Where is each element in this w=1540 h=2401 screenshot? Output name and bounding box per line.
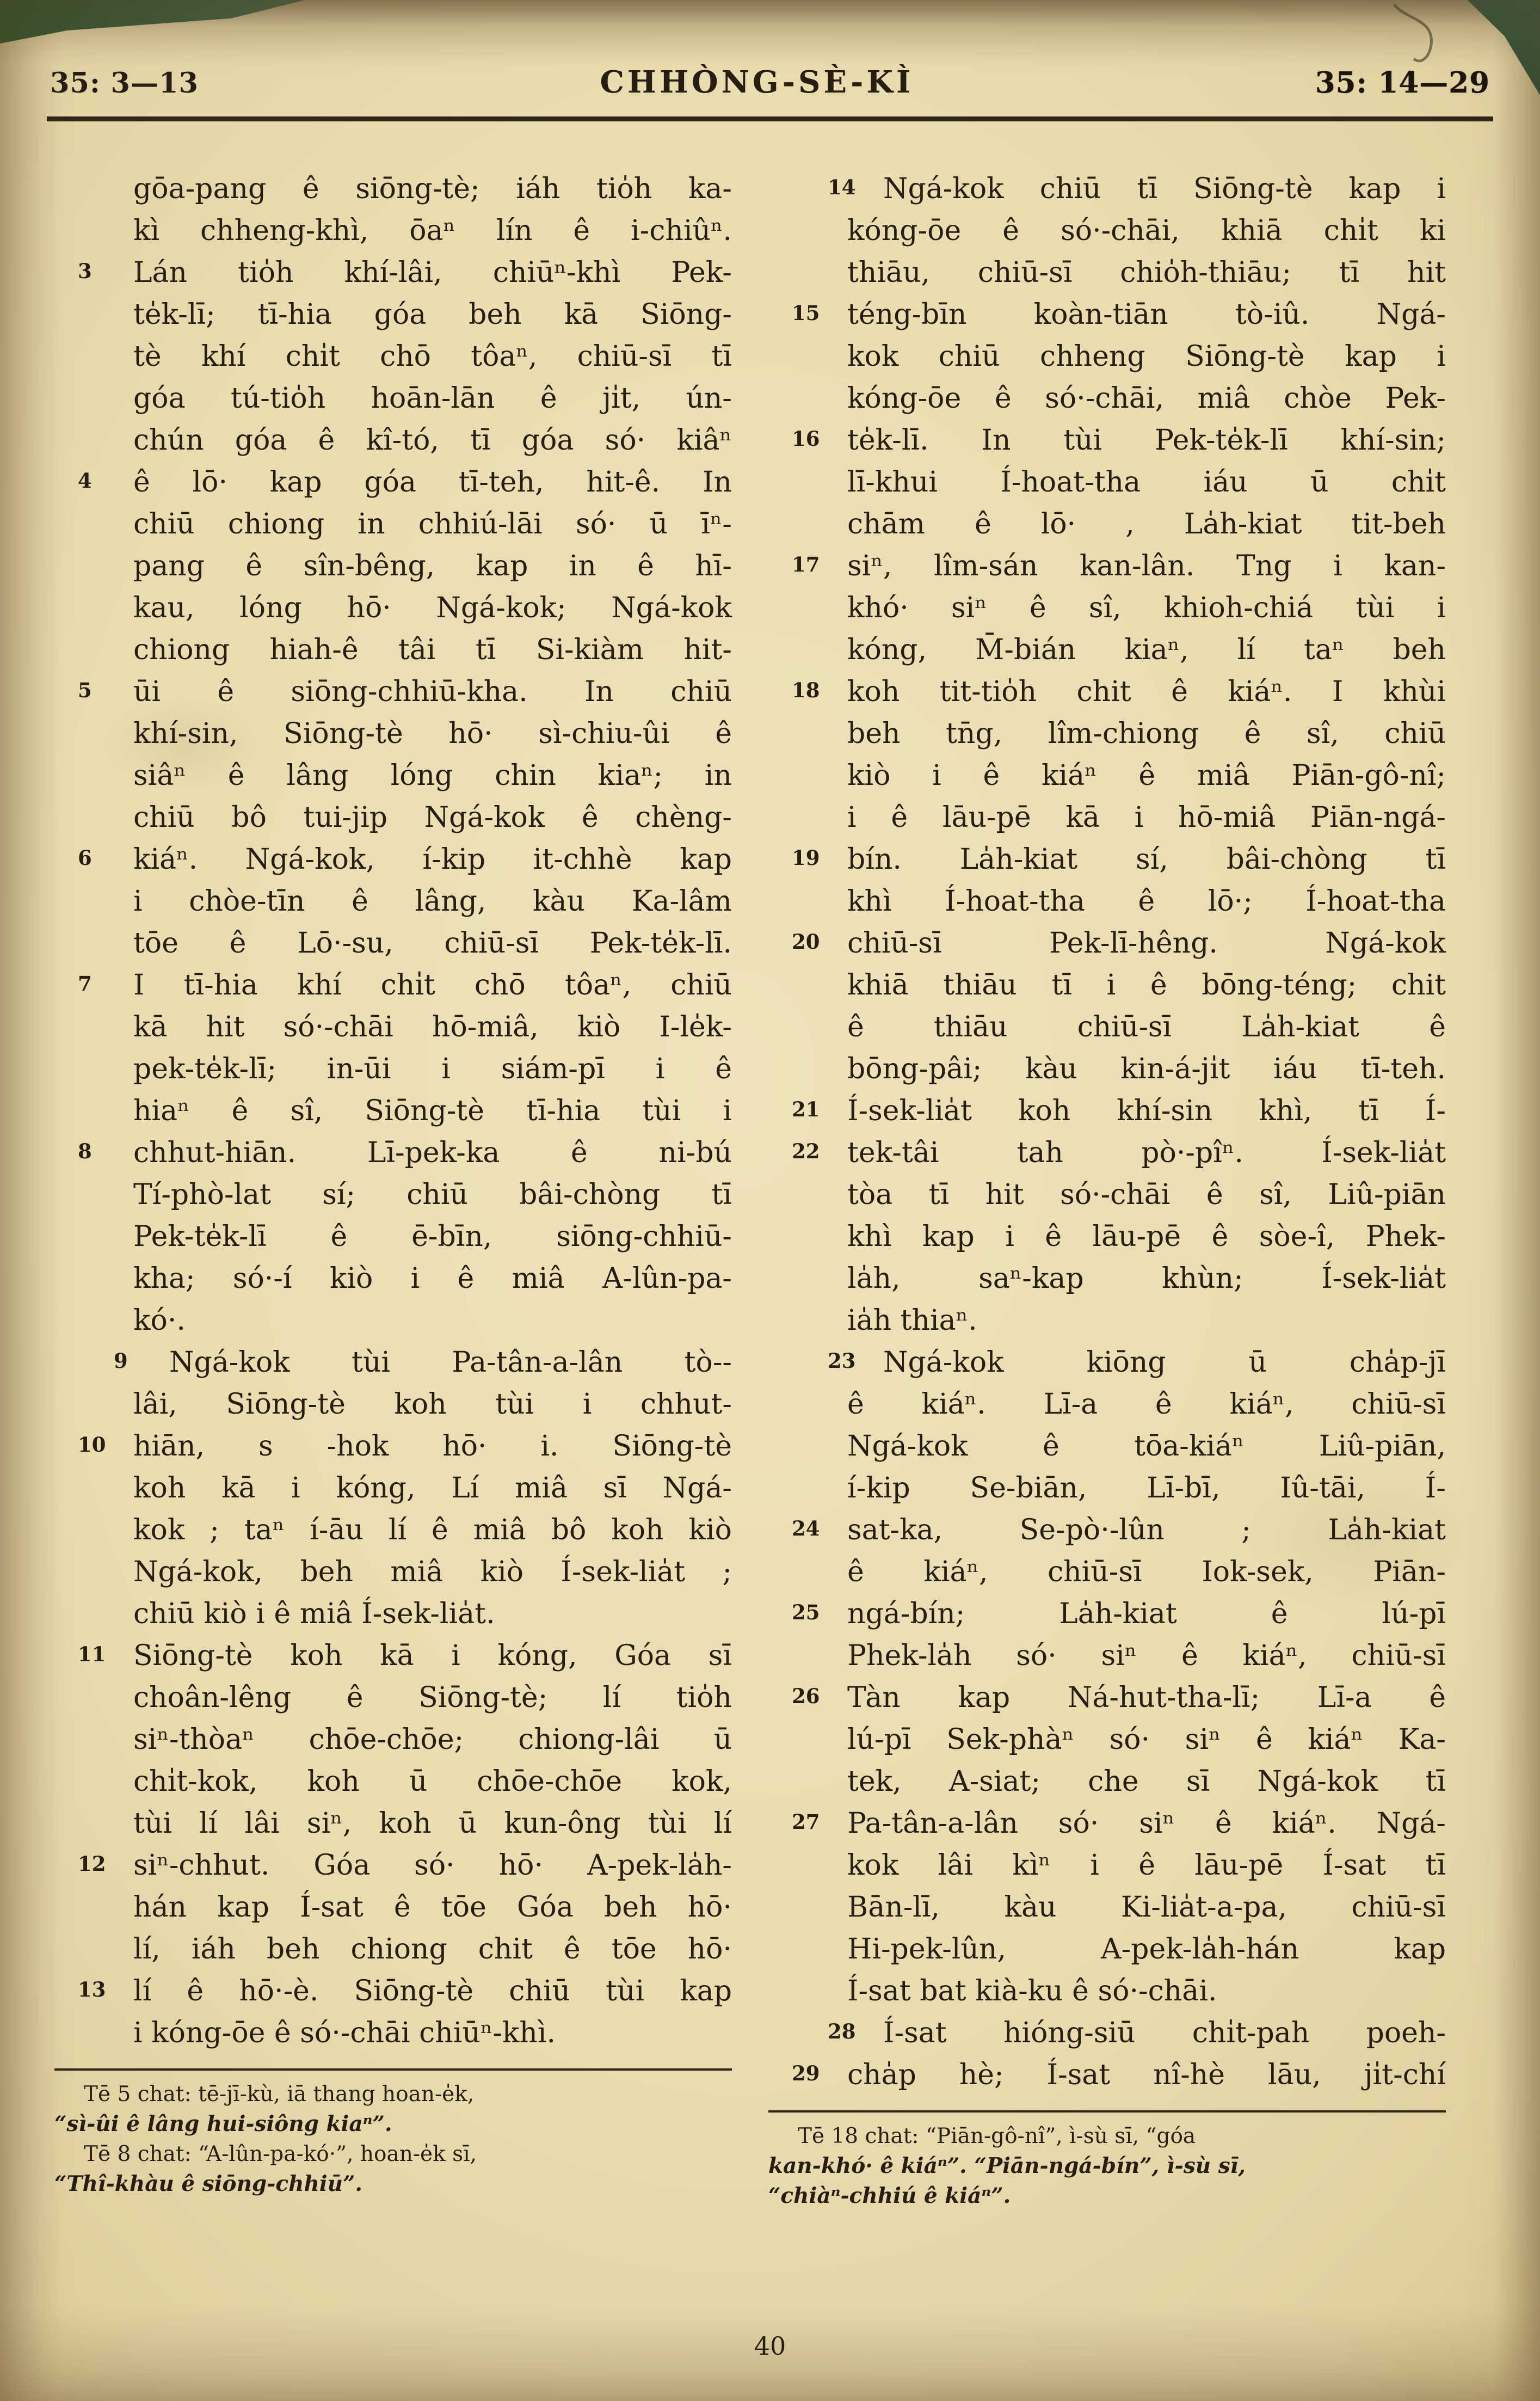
verse-text: koh tit-tio̍h chit ê kiáⁿ. I khùi (847, 676, 1446, 708)
text-line (792, 420, 1446, 462)
verse-text: ê kiáⁿ. Lī-a ê kiáⁿ, chiū-sī (847, 1388, 1446, 1421)
text-line (828, 1342, 1446, 1384)
verse-text: chiū chiong in chhiú-lāi só· ū īⁿ- (133, 508, 732, 541)
verse-number: 10 (78, 1433, 106, 1457)
verse-text: kok ; taⁿ í-āu lí ê miâ bô koh kiò (133, 1514, 732, 1546)
verse-text: khì Í-hoat-tha ê lō·; Í-hoat-tha (847, 885, 1446, 918)
verse-number: 22 (792, 1139, 820, 1163)
text-line (133, 755, 732, 797)
verse-text: chām ê lō· , La̍h-kiat tit-beh (847, 508, 1446, 541)
verse-number: 19 (792, 846, 820, 870)
text-line (847, 378, 1446, 420)
verse-text: choân-lêng ê Siōng-tè; lí tio̍h (133, 1681, 732, 1714)
text-line (847, 713, 1446, 755)
footnote-line (54, 2139, 732, 2169)
verse-text: kok chiū chheng Siōng-tè kap i (847, 340, 1446, 373)
text-line (133, 1887, 732, 1929)
verse-text: chiū-sī Pek-lī-hêng. Ngá-kok (847, 927, 1446, 960)
text-line (133, 168, 732, 210)
text-line (847, 503, 1446, 545)
text-line (133, 1509, 732, 1551)
verse-text: la̍h, saⁿ-kap khùn; Í-sek-lia̍t (847, 1262, 1446, 1295)
text-line (847, 336, 1446, 378)
verse-text: kau, lóng hō· Ngá-kok; Ngá-kok (133, 592, 732, 624)
text-line (78, 1635, 732, 1677)
text-line (792, 1593, 1446, 1635)
text-line (133, 336, 732, 378)
verse-text: lí, iáh beh chiong chit ê tōe hō· (133, 1933, 732, 1966)
text-line (133, 1048, 732, 1090)
verse-number: 16 (792, 427, 820, 451)
verse-text: te̍k-lī. In tùi Pek-te̍k-lī khí-sin; (847, 424, 1446, 457)
text-line (847, 1048, 1446, 1090)
verse-text: siⁿ, lîm-sán kan-lân. Tng i kan- (847, 550, 1446, 582)
text-line (847, 1761, 1446, 1803)
verse-number: 14 (828, 175, 856, 199)
verse-text: hiaⁿ ê sî, Siōng-tè tī-hia tùi i (133, 1095, 732, 1127)
text-line (847, 1426, 1446, 1467)
footnote-line (768, 2181, 1446, 2211)
text-line (133, 294, 732, 336)
text-line (828, 2012, 1446, 2054)
text-line (828, 168, 1446, 210)
text-line (847, 755, 1446, 797)
text-line (847, 881, 1446, 923)
verse-text: í-kip Se-biān, Lī-bī, Iû-tāi, Í- (847, 1472, 1446, 1505)
text-line (133, 503, 732, 545)
verse-text: khí-sin, Siōng-tè hō· sì-chiu-ûi ê (133, 717, 732, 750)
verse-number: 3 (78, 259, 92, 283)
verse-text: lâi, Siōng-tè koh tùi i chhut- (133, 1388, 732, 1421)
text-line (847, 1929, 1446, 1970)
verse-text: khì kap i ê lāu-pē ê sòe-î, Phek- (847, 1220, 1446, 1253)
text-line (847, 252, 1446, 294)
verse-text: ê thiāu chiū-sī La̍h-kiat ê (847, 1011, 1446, 1043)
verse-text: kiáⁿ. Ngá-kok, í-kip it-chhè kap (133, 843, 732, 876)
text-line (133, 1090, 732, 1132)
verse-text: Ngá-kok tùi Pa-tân-a-lân tò-- (169, 1346, 732, 1379)
text-line (847, 1887, 1446, 1929)
page-crease-mark (1382, 2, 1458, 78)
verse-text: siⁿ-thòaⁿ chōe-chōe; chiong-lâi ū (133, 1723, 732, 1756)
verse-text: Hi-pek-lûn, A-pek-la̍h-hán kap (847, 1933, 1446, 1966)
footnote-text: Tē 8 chat: “A-lûn-pa-kó·”, hoan-e̍k sī, (84, 2142, 477, 2166)
header-rule (47, 116, 1493, 121)
text-line (847, 797, 1446, 839)
verse-text: pang ê sîn-bêng, kap in ê hī- (133, 550, 732, 582)
verse-text: kóng-ōe ê só·-chāi, miâ chòe Pek- (847, 382, 1446, 415)
verse-number: 12 (78, 1852, 106, 1876)
text-line (847, 1384, 1446, 1426)
verse-range-right: 35: 14—29 (1315, 66, 1490, 100)
verse-text: pek-te̍k-lī; in-ūi i siám-pī i ê (133, 1053, 732, 1085)
text-line (847, 1719, 1446, 1761)
text-line (78, 671, 732, 713)
footnote-text: Tē 5 chat: tē-jī-kù, iā thang hoan-e̍k, (84, 2082, 475, 2107)
footnote-text: kan-khó· ê kiáⁿ”. “Piān-ngá-bín”, ì-sù sī, (768, 2153, 1246, 2178)
text-line (847, 1258, 1446, 1300)
text-line (792, 1677, 1446, 1719)
right-column-text (792, 168, 1446, 2096)
text-line (78, 1845, 732, 1887)
text-line (847, 1551, 1446, 1593)
verse-text: Siōng-tè koh kā i kóng, Góa sī (133, 1639, 732, 1672)
left-column (54, 168, 732, 2211)
verse-text: ia̍h thiaⁿ. (847, 1304, 977, 1337)
verse-text: kok lâi kìⁿ i ê lāu-pē Í-sat tī (847, 1849, 1446, 1882)
text-line (133, 713, 732, 755)
text-line (133, 1300, 732, 1342)
verse-number: 27 (792, 1810, 820, 1834)
verse-text: i kóng-ōe ê só·-chāi chiūⁿ-khì. (133, 2017, 556, 2049)
verse-text: siâⁿ ê lâng lóng chin kiaⁿ; in (133, 759, 732, 792)
text-line (847, 462, 1446, 503)
verse-text: Í-sat hióng-siū chi̍t-pah poeh- (883, 2017, 1446, 2049)
text-line (792, 545, 1446, 587)
verse-text: téng-bīn koàn-tiān tò-iû. Ngá- (847, 298, 1446, 331)
text-line (133, 210, 732, 252)
text-line (847, 1006, 1446, 1048)
verse-text: bín. La̍h-kiat sí, bâi-chòng tī (847, 843, 1446, 876)
footnote-line (54, 2109, 732, 2139)
text-line (133, 1593, 732, 1635)
verse-text: ê lō· kap góa tī-teh, hit-ê. In (133, 466, 732, 499)
verse-text: Í-sat bat kià-ku ê só·-chāi. (847, 1975, 1217, 2007)
verse-number: 9 (114, 1349, 128, 1373)
verse-text: lí ê hō·-è. Siōng-tè chiū tùi kap (133, 1975, 732, 2007)
footnote-text: Tē 18 chat: “Piān-gô-nî”, ì-sù sī, “góa (798, 2124, 1196, 2148)
verse-number: 15 (792, 301, 820, 325)
verse-number: 5 (78, 678, 92, 702)
verse-number: 29 (792, 2061, 820, 2085)
text-line (847, 1216, 1446, 1258)
text-line (133, 1719, 732, 1761)
text-line (133, 1258, 732, 1300)
verse-number: 28 (828, 2019, 856, 2043)
verse-text: i ê lāu-pē kā i hō-miâ Piān-ngá- (847, 801, 1446, 834)
verse-text: koh kā i kóng, Lí miâ sī Ngá- (133, 1472, 732, 1505)
text-line (133, 1384, 732, 1426)
footnote-text: “sì-ûi ê lâng hui-siông kiaⁿ”. (54, 2111, 392, 2136)
verse-text: tek, A-siat; che sī Ngá-kok tī (847, 1765, 1446, 1798)
verse-number: 21 (792, 1097, 820, 1121)
verse-text: tùi lí lâi siⁿ, koh ū kun-ông tùi lí (133, 1807, 732, 1840)
text-line (792, 294, 1446, 336)
page-number: 40 (754, 2331, 786, 2361)
verse-text: hán kap Í-sat ê tōe Góa beh hō· (133, 1891, 732, 1924)
verse-text: kiò i ê kiáⁿ ê miâ Piān-gô-nî; (847, 759, 1446, 792)
verse-number: 11 (78, 1642, 106, 1666)
text-line (78, 1970, 732, 2012)
text-line (133, 1677, 732, 1719)
footnote-text: “chiàⁿ-chhiú ê kiáⁿ”. (768, 2183, 1011, 2208)
verse-text: kì chheng-khì, ōaⁿ lín ê i-chiûⁿ. (133, 214, 732, 247)
text-line (847, 629, 1446, 671)
verse-text: tè khí chi̍t chō tôaⁿ, chiū-sī tī (133, 340, 732, 373)
verse-text: tōe ê Lō·-su, chiū-sī Pek-te̍k-lī. (133, 927, 732, 960)
verse-text: sat-ka, Se-pò·-lûn ; La̍h-kiat (847, 1514, 1446, 1546)
verse-number: 25 (792, 1600, 820, 1624)
verse-text: lī-khui Í-hoat-tha iáu ū chi̍t (847, 466, 1446, 499)
verse-text: Í-sek-lia̍t koh khí-sin khì, tī Í- (847, 1095, 1446, 1127)
footnote-line (768, 2121, 1446, 2151)
text-line (133, 923, 732, 965)
text-line (847, 965, 1446, 1006)
text-line (78, 1132, 732, 1174)
verse-text: Tàn kap Ná-hut-tha-lī; Lī-a ê (847, 1681, 1446, 1714)
verse-text: khiā thiāu tī i ê bōng-téng; chit (847, 969, 1446, 1002)
text-line (114, 1342, 732, 1384)
text-line (133, 1216, 732, 1258)
verse-number: 23 (828, 1349, 856, 1373)
verse-text: tòa tī hit só·-chāi ê sî, Liû-piān (847, 1178, 1446, 1211)
verse-text: i chòe-tīn ê lâng, kàu Ka-lâm (133, 885, 732, 918)
text-line (847, 1300, 1446, 1342)
text-line (133, 1174, 732, 1216)
verse-text: bōng-pâi; kàu kin-á-ji̍t iáu tī-teh. (847, 1053, 1446, 1085)
text-line (847, 1467, 1446, 1509)
verse-text: chiū bô tui-jip Ngá-kok ê chèng- (133, 801, 732, 834)
text-line (792, 923, 1446, 965)
text-line (78, 462, 732, 503)
verse-number: 7 (78, 972, 92, 996)
verse-text: Ngá-kok, beh miâ kiò Í-sek-lia̍t ; (133, 1556, 732, 1588)
text-line (133, 629, 732, 671)
verse-text: Ngá-kok chiū tī Siōng-tè kap i (883, 173, 1446, 205)
text-line (133, 1006, 732, 1048)
text-line (78, 252, 732, 294)
verse-number: 24 (792, 1516, 820, 1540)
text-line (847, 1845, 1446, 1887)
book-title: CHHÒNG-SÈ-KÌ (600, 64, 914, 100)
verse-text: Phek-la̍h só· siⁿ ê kiáⁿ, chiū-sī (847, 1639, 1446, 1672)
verse-text: hiān, s -hok hō· i. Siōng-tè (133, 1430, 732, 1463)
verse-text: Pek-te̍k-lī ê ē-bīn, siōng-chhiū- (133, 1220, 732, 1253)
verse-text: khó· siⁿ ê sî, khioh-chiá tùi i (847, 592, 1446, 624)
text-line (847, 587, 1446, 629)
verse-number: 8 (78, 1139, 92, 1163)
verse-number: 4 (78, 469, 92, 493)
verse-text: beh tn̄g, lîm-chiong ê sî, chiū (847, 717, 1446, 750)
verse-text: Ngá-kok kiōng ū cha̍p-jī (883, 1346, 1446, 1379)
verse-text: siⁿ-chhut. Góa só· hō· A-pek-la̍h- (133, 1849, 732, 1882)
text-line (847, 1635, 1446, 1677)
verse-text: te̍k-lī; tī-hia góa beh kā Siōng- (133, 298, 732, 331)
verse-text: tek-tâi tah pò·-pîⁿ. Í-sek-lia̍t (847, 1137, 1446, 1169)
verse-text: chún góa ê kî-tó, tī góa só· kiâⁿ (133, 424, 732, 457)
text-columns (0, 121, 1540, 2211)
text-line (792, 671, 1446, 713)
left-column-text (78, 168, 732, 2054)
footnote-text: “Thî-khàu ê siōng-chhiū”. (54, 2171, 363, 2196)
verse-text: kā hit só·-chāi hō-miâ, kiò I-le̍k- (133, 1011, 732, 1043)
text-line (792, 1132, 1446, 1174)
footnote-line (54, 2079, 732, 2109)
verse-text: Lán tio̍h khí-lâi, chiūⁿ-khì Pek- (133, 256, 732, 289)
text-line (792, 2054, 1446, 2096)
verse-number: 6 (78, 846, 92, 870)
right-column-footnote (768, 2110, 1446, 2211)
text-line (792, 1803, 1446, 1845)
verse-text: Pa-tân-a-lân só· siⁿ ê kiáⁿ. Ngá- (847, 1807, 1446, 1840)
verse-text: kha; só·-í kiò i ê miâ A-lûn-pa- (133, 1262, 732, 1295)
verse-text: chhut-hiān. Lī-pek-ka ê ni-bú (133, 1137, 732, 1169)
verse-text: chiū kiò i ê miâ Í-sek-lia̍t. (133, 1598, 495, 1630)
verse-text: Ngá-kok ê tōa-kiáⁿ Liû-piān, (847, 1430, 1446, 1463)
right-column (768, 168, 1446, 2211)
text-line (133, 378, 732, 420)
text-line (133, 545, 732, 587)
verse-text: ngá-bín; La̍h-kiat ê lú-pī (847, 1598, 1446, 1630)
verse-text: ê kiáⁿ, chiū-sī Iok-sek, Piān- (847, 1556, 1446, 1588)
text-line (133, 1551, 732, 1593)
footnote-line (54, 2169, 732, 2199)
verse-number: 17 (792, 552, 820, 576)
verse-text: cha̍p hè; Í-sat nî-hè lāu, ji̍t-chí (847, 2059, 1446, 2091)
verse-number: 18 (792, 678, 820, 702)
verse-text: lú-pī Sek-phàⁿ só· siⁿ ê kiáⁿ Ka- (847, 1723, 1446, 1756)
verse-range-left: 35: 3—13 (50, 67, 199, 100)
verse-text: kóng, M̄-bián kiaⁿ, lí taⁿ beh (847, 634, 1446, 666)
text-line (792, 1509, 1446, 1551)
text-line (78, 965, 732, 1006)
text-line (847, 1970, 1446, 2012)
text-line (133, 2012, 732, 2054)
text-line (133, 1761, 732, 1803)
verse-text: Bān-lī, kàu Ki-lia̍t-a-pa, chiū-sī (847, 1891, 1446, 1924)
left-column-footnote (54, 2068, 732, 2199)
text-line (847, 1174, 1446, 1216)
verse-text: thiāu, chiū-sī chio̍h-thiāu; tī hit (847, 256, 1446, 289)
verse-text: chi̍t-kok, koh ū chōe-chōe kok, (133, 1765, 732, 1798)
text-line (133, 1467, 732, 1509)
verse-text: I tī-hia khí chi̍t chō tôaⁿ, chiū (133, 969, 732, 1002)
verse-text: kóng-ōe ê só·-chāi, khiā chi̍t ki (847, 214, 1446, 247)
footnote-line (768, 2151, 1446, 2181)
verse-number: 13 (78, 1978, 106, 2001)
verse-text: góa tú-tio̍h hoān-lān ê ji̍t, ún- (133, 382, 732, 415)
verse-number: 20 (792, 930, 820, 954)
verse-number: 26 (792, 1684, 820, 1708)
verse-text: Tí-phò-lat sí; chiū bâi-chòng tī (133, 1178, 732, 1211)
verse-text: chiong hiah-ê tâi tī Si-kiàm hit- (133, 634, 732, 666)
text-line (133, 1929, 732, 1970)
text-line (133, 797, 732, 839)
text-line (78, 839, 732, 881)
text-line (792, 839, 1446, 881)
text-line (78, 1426, 732, 1467)
verse-text: kó·. (133, 1304, 186, 1337)
text-line (133, 420, 732, 462)
text-line (792, 1090, 1446, 1132)
text-line (133, 1803, 732, 1845)
text-line (847, 210, 1446, 252)
text-line (133, 587, 732, 629)
verse-text: gōa-pang ê siōng-tè; iáh tio̍h ka- (133, 173, 732, 205)
text-line (133, 881, 732, 923)
verse-text: ūi ê siōng-chhiū-kha. In chiū (133, 676, 732, 708)
